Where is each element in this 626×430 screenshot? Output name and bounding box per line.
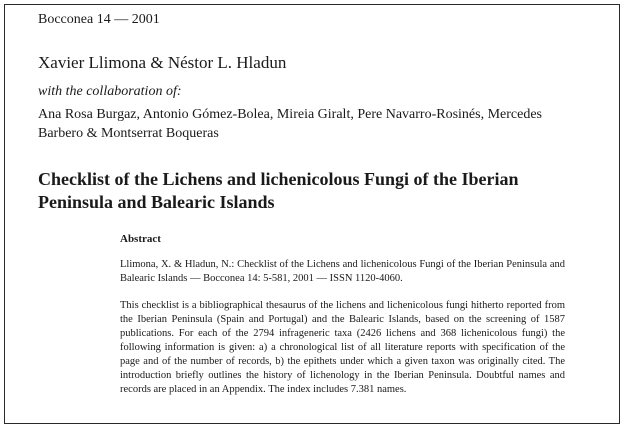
paper-title: Checklist of the Lichens and lichenicolous Fungi of the Iberian Peninsula and Balearic Islands (38, 169, 519, 212)
collaborators: Ana Rosa Burgaz, Antonio Gómez-Bolea, Mireia Giralt, Pere Navarro-Rosinés, Mercedes Barbero & Montserrat Boqueras (38, 107, 542, 141)
abstract-citation: Llimona, X. & Hladun, N.: Checklist of the Lichens and lichenicolous Fungi of the Iberian Peninsula and Balearic Islands — Bocconea 14: 5-581, 2001 — ISSN 1120-4060. (120, 259, 565, 284)
abstract-body: This checklist is a bibliographical thesaurus of the lichens and lichenicolous fungi hitherto reported from the Iberian Peninsula (Spain and Portugal) and the Balearic Islands, based on the screening of 1587 publications. For each of the 2794 infrageneric taxa (2426 lichens and 368 lichenicolous fungi) the following information is given: a) a chronological list of all literature reports with specification of the page and of the number of records, b) the epithets under which a given taxon was originally cited. The introduction briefly outlines the history of lichenology in the Iberian Peninsula. Doubtful names and records are placed in an Appendix. The index includes 7.381 names. (120, 300, 565, 395)
journal-header: Bocconea 14 — 2001 (38, 12, 160, 27)
authors: Xavier Llimona & Néstor L. Hladun (38, 53, 287, 72)
collaboration-label: with the collaboration of: (38, 84, 182, 99)
abstract-heading: Abstract (120, 233, 161, 245)
